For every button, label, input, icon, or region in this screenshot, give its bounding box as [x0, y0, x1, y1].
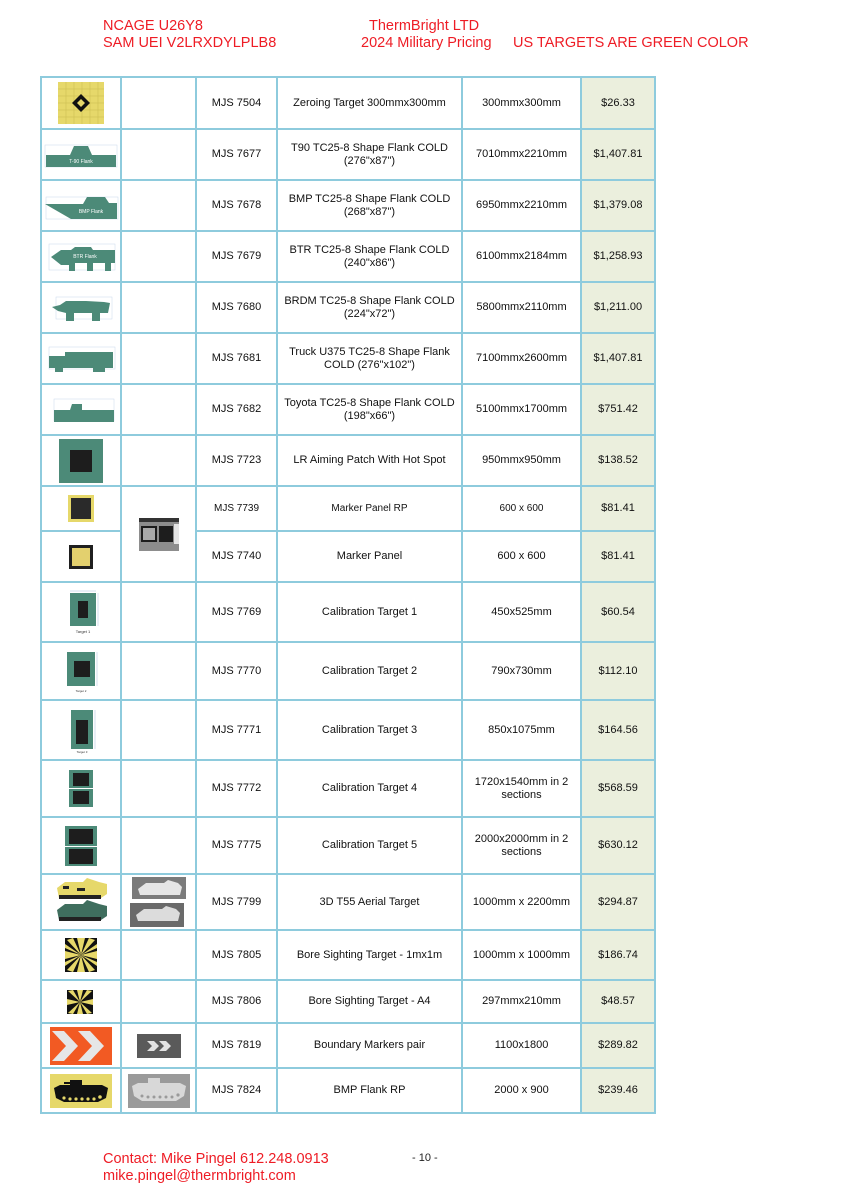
description: BRDM TC25-8 Shape Flank COLD (224"x72"): [277, 282, 462, 333]
zeroing-target-icon: [58, 82, 104, 124]
toyota-flank-icon: [46, 396, 116, 424]
product-image-cell: [41, 333, 121, 384]
product-image-cell: [41, 700, 121, 760]
header-note: US TARGETS ARE GREEN COLOR: [513, 35, 749, 51]
product-image-cell: [41, 77, 121, 129]
price: $1,379.08: [581, 180, 655, 231]
table-row: [41, 1068, 655, 1113]
alt-image-cell: [121, 486, 196, 582]
part-number: MJS 7819: [196, 1023, 277, 1068]
price: $112.10: [581, 642, 655, 700]
size: 2000 x 900: [462, 1068, 581, 1113]
boundary-markers-icon: [50, 1027, 112, 1065]
size: 1000mm x 2200mm: [462, 874, 581, 930]
price: $630.12: [581, 817, 655, 874]
part-number: MJS 7682: [196, 384, 277, 435]
part-number: MJS 7740: [196, 531, 277, 582]
table-row: [41, 129, 655, 180]
part-number: MJS 7824: [196, 1068, 277, 1113]
part-number: MJS 7679: [196, 231, 277, 282]
t55-thermal-photo-icon: [130, 877, 188, 927]
size: 850x1075mm: [462, 700, 581, 760]
part-number: MJS 7677: [196, 129, 277, 180]
svg-text:Target 2: Target 2: [75, 689, 87, 693]
part-number: MJS 7739: [196, 486, 277, 531]
product-image-cell: [41, 980, 121, 1023]
price: $164.56: [581, 700, 655, 760]
description: 3D T55 Aerial Target: [277, 874, 462, 930]
table-row: [41, 1023, 655, 1068]
table-row: [41, 980, 655, 1023]
part-number: MJS 7769: [196, 582, 277, 642]
part-number: MJS 7680: [196, 282, 277, 333]
part-number: MJS 7775: [196, 817, 277, 874]
product-image-cell: [41, 282, 121, 333]
size: 1100x1800: [462, 1023, 581, 1068]
size: 950mmx950mm: [462, 435, 581, 486]
table-row: [41, 700, 655, 760]
description: BMP Flank RP: [277, 1068, 462, 1113]
product-image-cell: [41, 231, 121, 282]
header-company: ThermBright LTD: [369, 18, 480, 34]
size: 297mmx210mm: [462, 980, 581, 1023]
price: $1,407.81: [581, 333, 655, 384]
part-number: MJS 7723: [196, 435, 277, 486]
alt-image-cell: [121, 817, 196, 874]
table-row: [41, 435, 655, 486]
part-number: MJS 7805: [196, 930, 277, 980]
marker-panel-thermal-photo-icon: [139, 518, 179, 551]
size: 6950mmx2210mm: [462, 180, 581, 231]
table-row: [41, 582, 655, 642]
svg-text:Target 3: Target 3: [76, 750, 88, 754]
part-number: MJS 7678: [196, 180, 277, 231]
alt-image-cell: [121, 435, 196, 486]
table-row: [41, 486, 655, 531]
alt-image-cell: [121, 874, 196, 930]
price: $186.74: [581, 930, 655, 980]
alt-image-cell: [121, 384, 196, 435]
price-table: [40, 76, 656, 1114]
part-number: MJS 7504: [196, 77, 277, 129]
btr-flank-icon: [45, 241, 117, 273]
calibration-target-5-icon: [61, 823, 101, 869]
description: Toyota TC25-8 Shape Flank COLD (198"x66"): [277, 384, 462, 435]
table-row: [41, 930, 655, 980]
size: 1720x1540mm in 2 sections: [462, 760, 581, 817]
size: 7100mmx2600mm: [462, 333, 581, 384]
part-number: MJS 7806: [196, 980, 277, 1023]
size: 790x730mm: [462, 642, 581, 700]
price: $26.33: [581, 77, 655, 129]
product-image-cell: [41, 435, 121, 486]
calibration-target-1-icon: [61, 588, 101, 636]
description: Calibration Target 3: [277, 700, 462, 760]
brdm-flank-icon: [48, 293, 114, 323]
alt-image-cell: [121, 1023, 196, 1068]
part-number: MJS 7771: [196, 700, 277, 760]
part-number: MJS 7799: [196, 874, 277, 930]
alt-image-cell: [121, 760, 196, 817]
alt-image-cell: [121, 129, 196, 180]
price: $1,211.00: [581, 282, 655, 333]
bmp-flank-icon: [43, 191, 119, 221]
t90-flank-icon: [44, 141, 118, 169]
marker-panel-icon: [69, 545, 93, 569]
description: Calibration Target 5: [277, 817, 462, 874]
table-row: [41, 180, 655, 231]
description: Bore Sighting Target - A4: [277, 980, 462, 1023]
alt-image-cell: [121, 1068, 196, 1113]
description: BTR TC25-8 Shape Flank COLD (240"x86"): [277, 231, 462, 282]
calibration-target-3-icon: [64, 705, 98, 755]
description: LR Aiming Patch With Hot Spot: [277, 435, 462, 486]
table-row: [41, 333, 655, 384]
alt-image-cell: [121, 642, 196, 700]
description: T90 TC25-8 Shape Flank COLD (276"x87"): [277, 129, 462, 180]
price: $1,407.81: [581, 129, 655, 180]
table-row: [41, 760, 655, 817]
page-number: - 10 -: [412, 1152, 438, 1164]
price: $568.59: [581, 760, 655, 817]
product-image-cell: [41, 930, 121, 980]
alt-image-cell: [121, 700, 196, 760]
size: 600 x 600: [462, 531, 581, 582]
bore-sighting-a4-icon: [65, 987, 97, 1017]
alt-image-cell: [121, 282, 196, 333]
size: 600 x 600: [462, 486, 581, 531]
product-image-cell: [41, 874, 121, 930]
product-image-cell: [41, 129, 121, 180]
svg-text:T-90 Flank: T-90 Flank: [69, 158, 93, 165]
price: $60.54: [581, 582, 655, 642]
svg-text:BTR Flank: BTR Flank: [73, 253, 97, 260]
product-image-cell: [41, 1023, 121, 1068]
size: 5800mmx2110mm: [462, 282, 581, 333]
size: 5100mmx1700mm: [462, 384, 581, 435]
product-image-cell: [41, 642, 121, 700]
header-sam-uei: SAM UEI V2LRXDYLPLB8: [103, 35, 277, 51]
bmp-flank-rp-icon: [50, 1074, 112, 1108]
table-row: [41, 231, 655, 282]
alt-image-cell: [121, 582, 196, 642]
part-number: MJS 7772: [196, 760, 277, 817]
header-pricing: 2024 Military Pricing: [361, 35, 492, 51]
description: BMP TC25-8 Shape Flank COLD (268"x87"): [277, 180, 462, 231]
description: Zeroing Target 300mmx300mm: [277, 77, 462, 129]
alt-image-cell: [121, 333, 196, 384]
product-image-cell: [41, 486, 121, 531]
product-image-cell: [41, 760, 121, 817]
price: $81.41: [581, 531, 655, 582]
calibration-target-4-icon: [66, 768, 96, 810]
footer-contact: Contact: Mike Pingel 612.248.0913: [103, 1151, 329, 1167]
table-row: [41, 874, 655, 930]
description: Marker Panel RP: [277, 486, 462, 531]
description: Bore Sighting Target - 1mx1m: [277, 930, 462, 980]
price: $48.57: [581, 980, 655, 1023]
description: Truck U375 TC25-8 Shape Flank COLD (276"x102"): [277, 333, 462, 384]
footer-email[interactable]: mike.pingel@thermbright.com: [103, 1168, 296, 1184]
size: 2000x2000mm in 2 sections: [462, 817, 581, 874]
alt-image-cell: [121, 930, 196, 980]
price: $138.52: [581, 435, 655, 486]
price: $1,258.93: [581, 231, 655, 282]
size: 7010mmx2210mm: [462, 129, 581, 180]
svg-text:BMP Flank: BMP Flank: [78, 208, 104, 215]
product-image-cell: [41, 384, 121, 435]
product-image-cell: [41, 582, 121, 642]
description: Calibration Target 1: [277, 582, 462, 642]
table-row: [41, 282, 655, 333]
description: Calibration Target 2: [277, 642, 462, 700]
alt-image-cell: [121, 180, 196, 231]
size: 6100mmx2184mm: [462, 231, 581, 282]
product-image-cell: [41, 180, 121, 231]
part-number: MJS 7770: [196, 642, 277, 700]
alt-image-cell: [121, 980, 196, 1023]
table-row: [41, 642, 655, 700]
alt-image-cell: [121, 77, 196, 129]
size: 450x525mm: [462, 582, 581, 642]
calibration-target-2-icon: [61, 647, 101, 695]
description: Marker Panel: [277, 531, 462, 582]
svg-text:Target 1: Target 1: [75, 629, 91, 634]
table-row: [41, 384, 655, 435]
description: Boundary Markers pair: [277, 1023, 462, 1068]
price: $294.87: [581, 874, 655, 930]
bmp-thermal-photo-icon: [128, 1074, 190, 1108]
price: $751.42: [581, 384, 655, 435]
t55-aerial-target-icon: [51, 876, 111, 928]
size: 1000mm x 1000mm: [462, 930, 581, 980]
size: 300mmx300mm: [462, 77, 581, 129]
price: $81.41: [581, 486, 655, 531]
bore-sighting-1m-icon: [63, 936, 99, 974]
table-row: [41, 817, 655, 874]
boundary-markers-thermal-photo-icon: [137, 1034, 181, 1058]
truck-flank-icon: [45, 344, 117, 374]
aiming-patch-icon: [59, 439, 103, 483]
description: Calibration Target 4: [277, 760, 462, 817]
price: $239.46: [581, 1068, 655, 1113]
product-image-cell: [41, 531, 121, 582]
price: $289.82: [581, 1023, 655, 1068]
part-number: MJS 7681: [196, 333, 277, 384]
header-ncage: NCAGE U26Y8: [103, 18, 203, 34]
marker-panel-rp-icon: [68, 495, 94, 522]
table-row: [41, 77, 655, 129]
product-image-cell: [41, 1068, 121, 1113]
product-image-cell: [41, 817, 121, 874]
alt-image-cell: [121, 231, 196, 282]
